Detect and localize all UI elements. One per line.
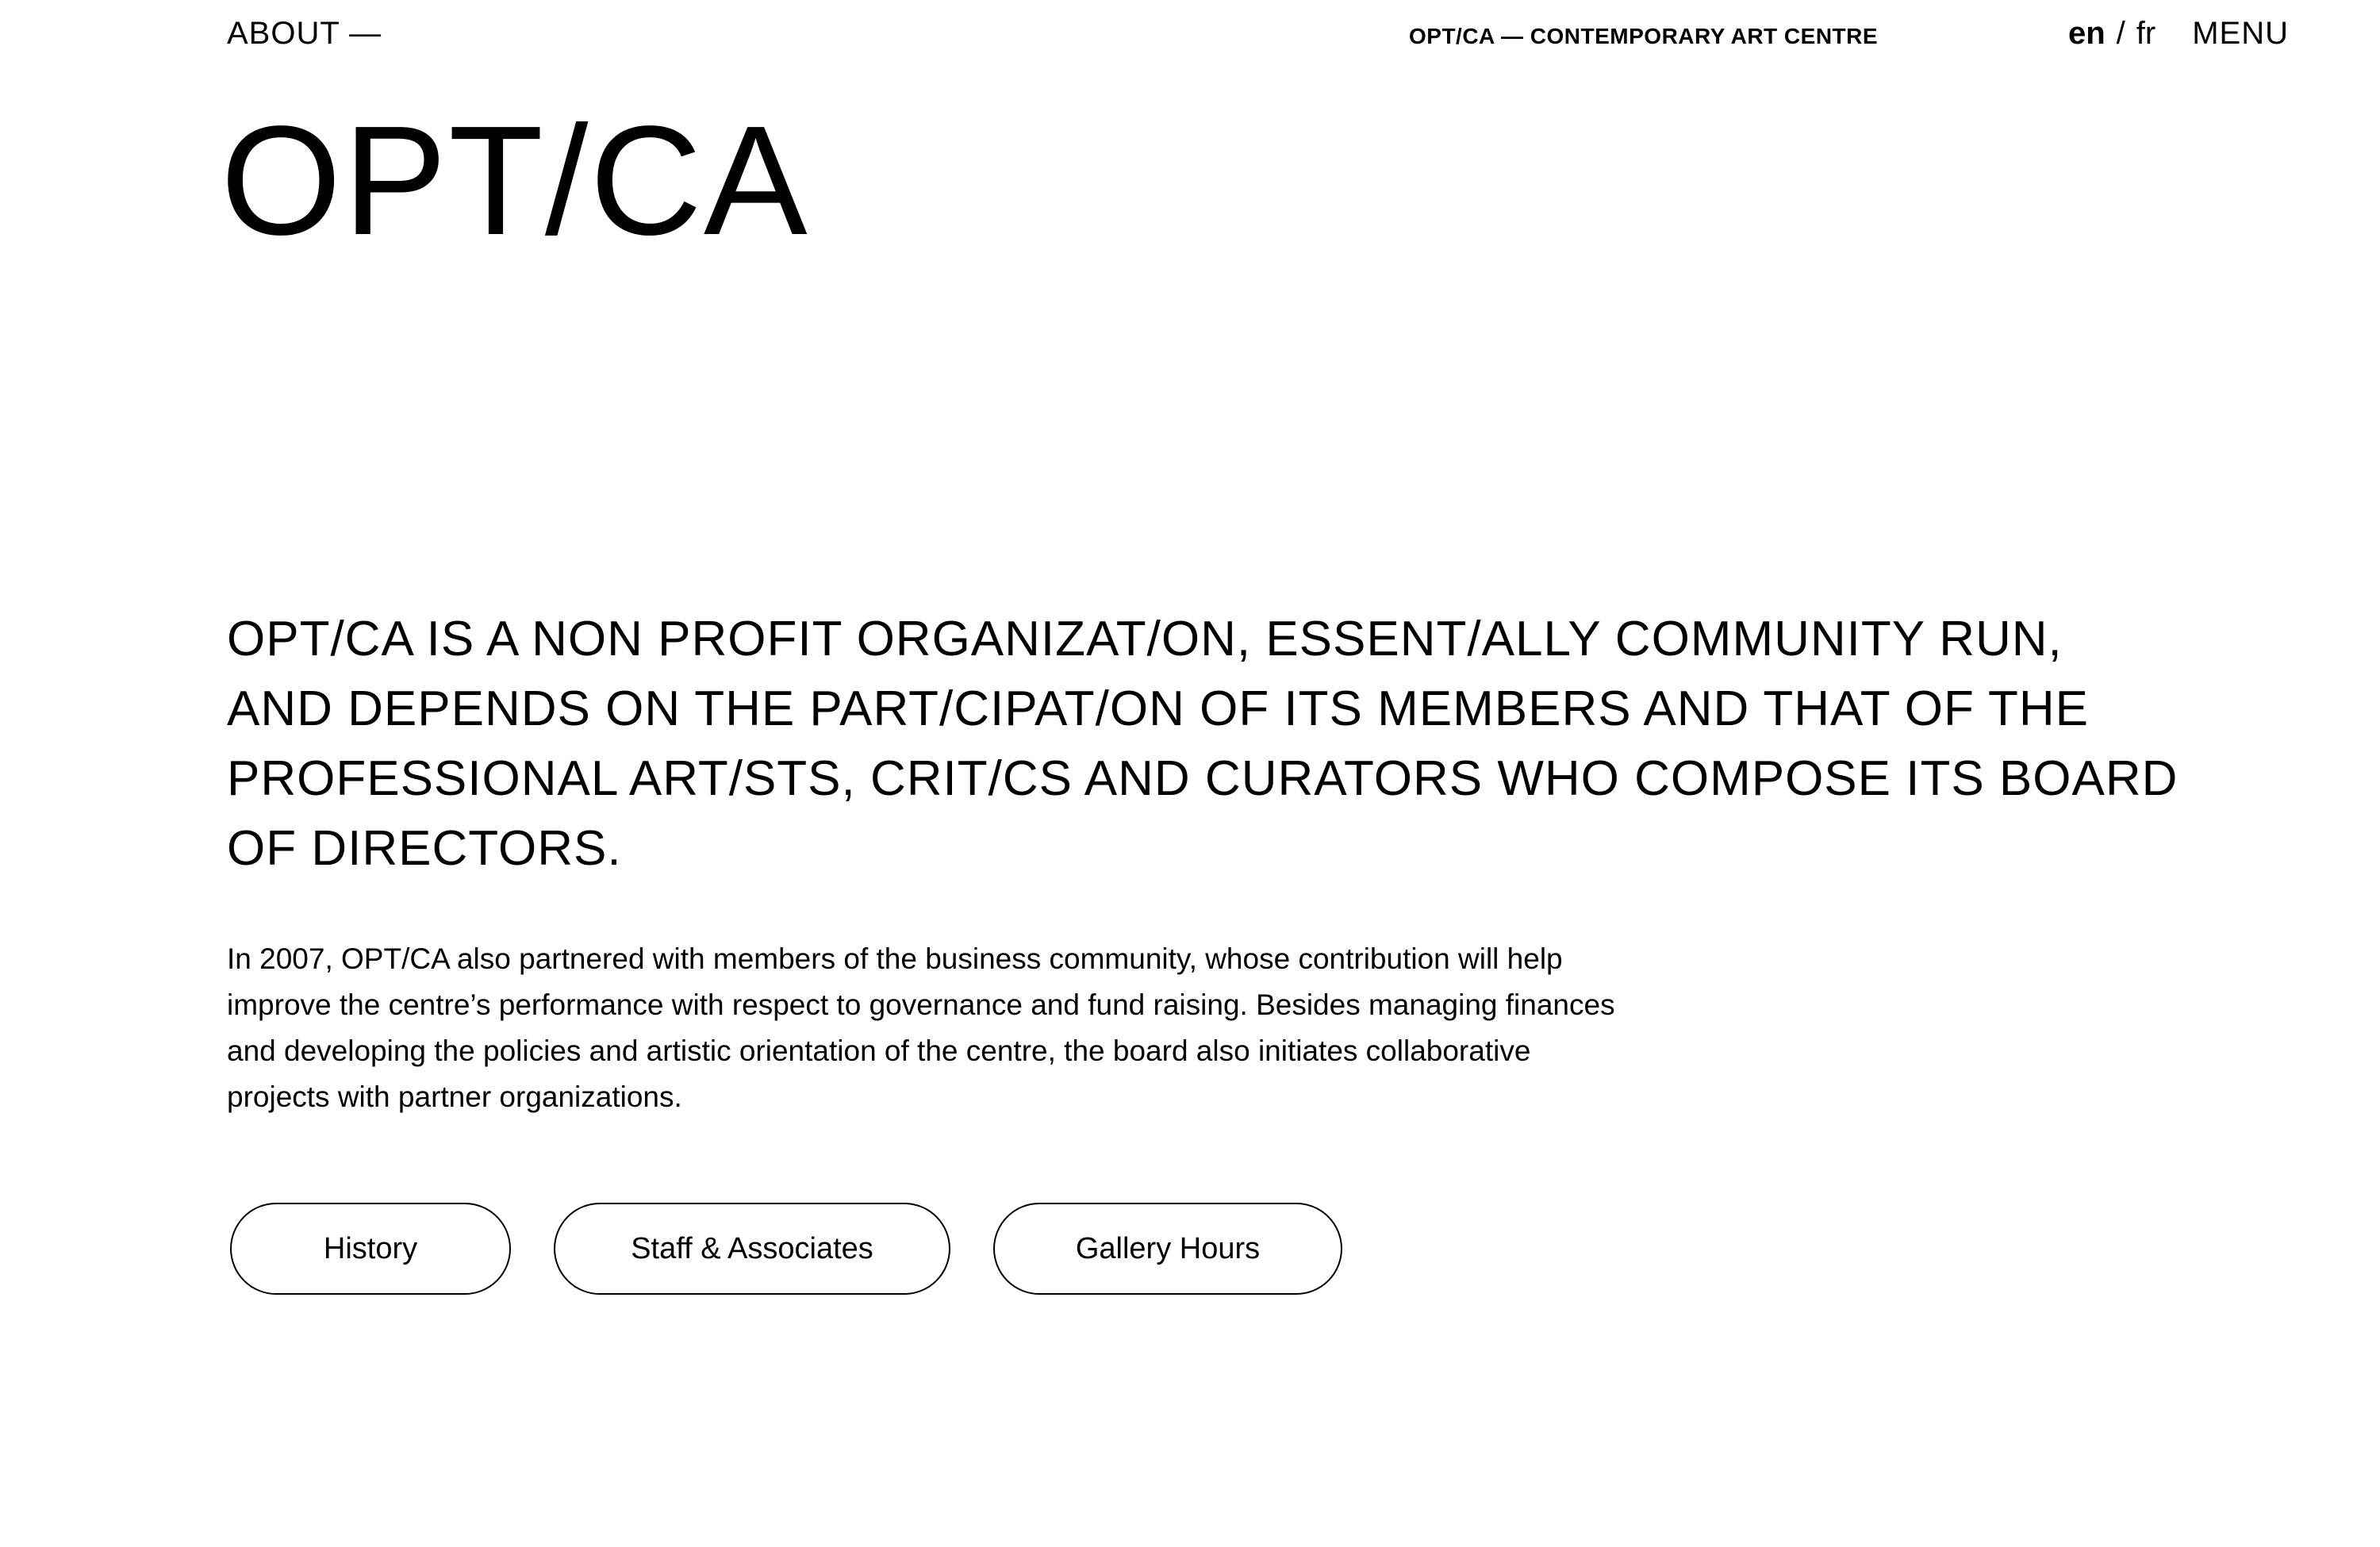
section-buttons <box>230 1203 1342 1295</box>
intro-statement: OPT/CA IS A NON PROFIT ORGANIZAT/ON, ESSENT/ALLY COMMUNITY RUN, AND DEPENDS ON THE PART/CIPAT/ON OF ITS MEMBERS AND THAT OF THE PROFESSIONAL ART/STS, CRIT/CS AND CURATORS WHO COMPOSE ITS BOARD OF DIRECTORS. <box>227 612 2178 876</box>
lang-separator: / <box>2116 16 2125 51</box>
staff-associates-button[interactable]: Staff & Associates <box>554 1203 950 1295</box>
section-label: ABOUT — <box>227 16 382 51</box>
site-title[interactable]: OPT/CA — CONTEMPORARY ART CENTRE <box>1409 24 1879 48</box>
lang-en-link[interactable]: en <box>2067 16 2106 51</box>
lang-fr-link[interactable]: fr <box>2136 16 2156 51</box>
body-paragraph: In 2007, OPT/CA also partnered with members of the business community, whose contribution will help improve the centre’s performance with respect to governance and fund raising. Besides managing finances and developing the policies and artistic orientation of the centre, the board also initiates collaborative projects with partner organizations. <box>227 942 1615 1113</box>
page-title: OPT/CA <box>221 94 809 267</box>
top-nav <box>2068 13 2289 54</box>
history-button[interactable]: History <box>230 1203 511 1295</box>
gallery-hours-button[interactable]: Gallery Hours <box>993 1203 1342 1295</box>
menu-button[interactable]: MENU <box>2192 16 2289 51</box>
